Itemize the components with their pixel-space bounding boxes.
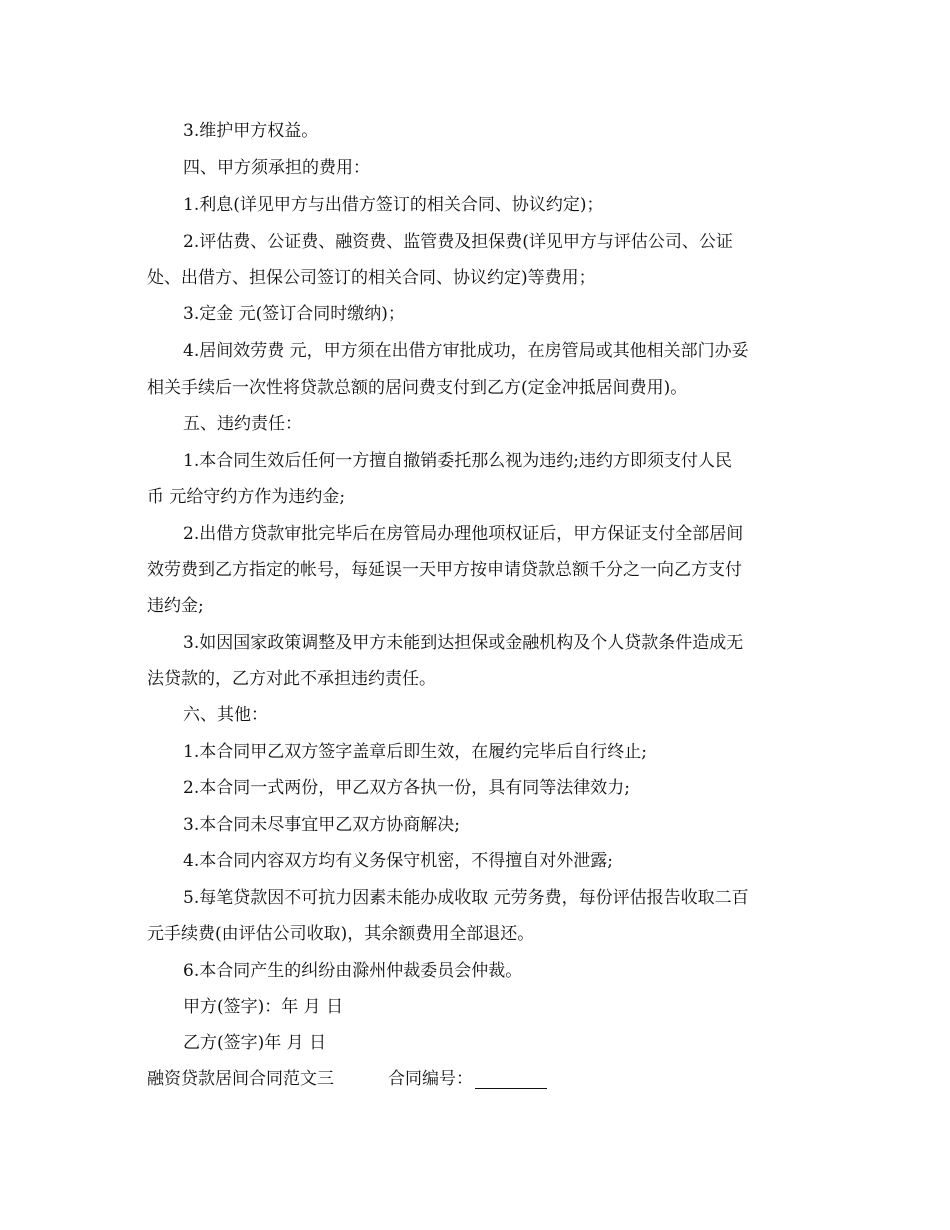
- contract-number-label: 合同编号：: [388, 1069, 473, 1089]
- clause-line: 3.维护甲方权益。: [183, 121, 319, 141]
- clause-line: 元手续费(由评估公司收取)，其余额费用全部退还。: [147, 924, 535, 944]
- clause-line: 6.本合同产生的纠纷由滁州仲裁委员会仲裁。: [183, 961, 523, 981]
- signature-line-party-b: 乙方(签字)年 月 日: [183, 1033, 327, 1053]
- section-heading: 四、甲方须承担的费用：: [183, 158, 370, 178]
- clause-line: 4.本合同内容双方均有义务保守机密，不得擅自对外泄露;: [183, 851, 613, 871]
- clause-line: 1.利息(详见甲方与出借方签订的相关合同、协议约定)；: [183, 195, 604, 215]
- section-heading: 六、其他：: [183, 705, 268, 725]
- contract-number-blank: [475, 1072, 547, 1089]
- clause-line: 3.本合同未尽事宜甲乙双方协商解决;: [183, 815, 460, 835]
- clause-line: 违约金;: [147, 596, 204, 616]
- clause-line: 法贷款的，乙方对此不承担违约责任。: [147, 669, 436, 689]
- signature-line-party-a: 甲方(签字)：年 月 日: [183, 997, 344, 1017]
- clause-line: 4.居间效劳费 元，甲方须在出借方审批成功，在房管局或其他相关部门办妥: [183, 341, 749, 361]
- clause-line: 3.定金 元(签订合同时缴纳)；: [183, 304, 405, 324]
- contract-number-field: [388, 1069, 547, 1089]
- clause-line: 币 元给守约方作为违约金;: [147, 487, 346, 507]
- section-heading: 五、违约责任：: [183, 414, 302, 434]
- clause-line: 1.本合同甲乙双方签字盖章后即生效，在履约完毕后自行终止;: [183, 742, 647, 762]
- clause-line: 3.如因国家政策调整及甲方未能到达担保或金融机构及个人贷款条件造成无: [183, 633, 744, 653]
- clause-line: 2.评估费、公证费、融资费、监管费及担保费(详见甲方与评估公司、公证: [183, 232, 733, 252]
- clause-line: 效劳费到乙方指定的帐号，每延误一天甲方按申请贷款总额千分之一向乙方支付: [147, 560, 742, 580]
- next-document-title: 融资贷款居间合同范文三: [147, 1069, 334, 1089]
- clause-line: 2.本合同一式两份，甲乙双方各执一份，具有同等法律效力;: [183, 778, 630, 798]
- clause-line: 5.每笔贷款因不可抗力因素未能办成收取 元劳务费，每份评估报告收取二百: [183, 888, 749, 908]
- clause-line: 处、出借方、担保公司签订的相关合同、协议约定)等费用；: [147, 268, 596, 288]
- clause-line: 2.出借方贷款审批完毕后在房管局办理他项权证后，甲方保证支付全部居间: [183, 524, 744, 544]
- clause-line: 相关手续后一次性将贷款总额的居问费支付到乙方(定金冲抵居间费用)。: [147, 378, 688, 398]
- clause-line: 1.本合同生效后任何一方擅自撤销委托那么视为违约;违约方即须支付人民: [183, 451, 732, 471]
